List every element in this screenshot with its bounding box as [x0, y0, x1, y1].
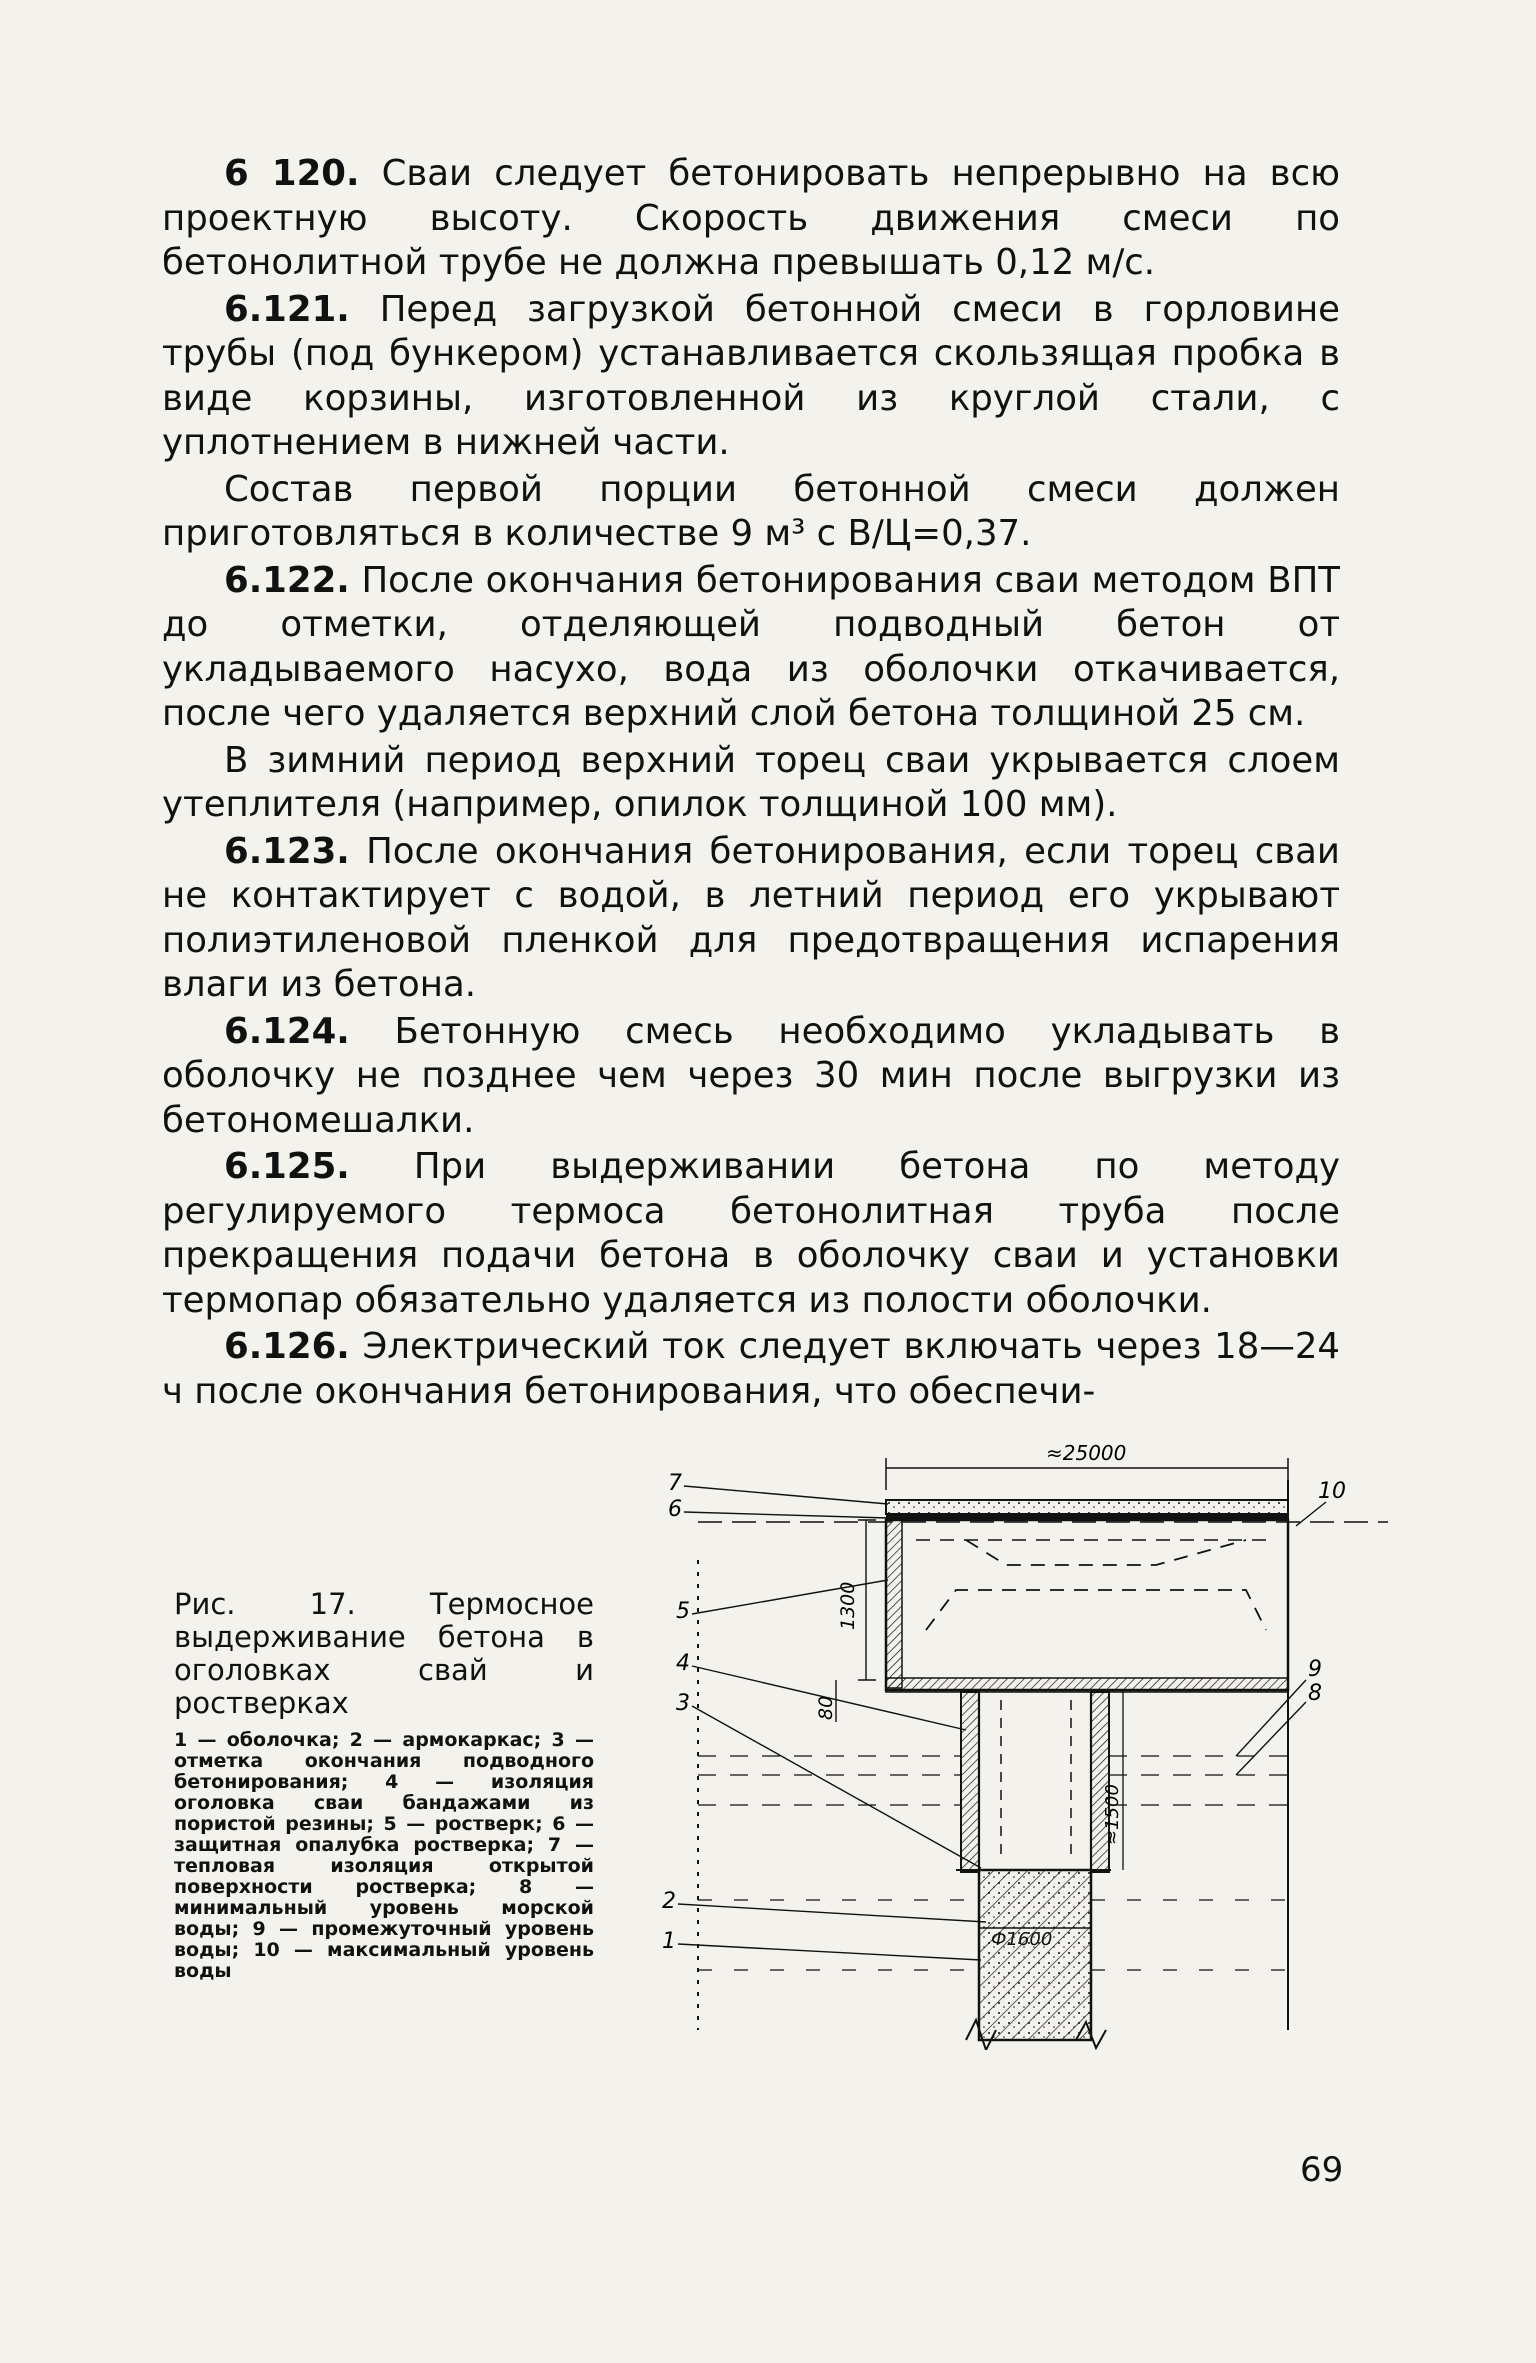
label-4: 4	[676, 1651, 690, 1676]
dim-height-pile: ≈1500	[1102, 1784, 1123, 1845]
dim-height-slab: 80	[815, 1695, 837, 1720]
figure-title: Рис. 17. Термосное выдерживание бетона в оголовках свай и ростверках	[174, 1587, 594, 1720]
paragraph-6-123: 6.123. После окончания бетонирования, если торец сваи не контактирует с водой, в летний период его укрывают полиэтиленовой пленкой для предотвращения испарения влаги из бетона.	[162, 830, 1340, 1005]
dim-height-top: 1300	[837, 1581, 859, 1630]
dim-diameter: Ф1600	[991, 1929, 1053, 1950]
paragraph-6-121: 6.121. Перед загрузкой бетонной смеси в горловине трубы (под бункером) устанавливается скользящая пробка в виде корзины, изготовленной из круглой стали, с уплотнением в нижней части.	[162, 288, 1340, 463]
label-5: 5	[676, 1599, 690, 1624]
paragraph-6-122: 6.122. После окончания бетонирования сваи методом ВПТ до отметки, отделяющей подводный бетон от укладываемого насухо, вода из оболочки откачивается, после чего удаляется верхний слой бетона толщиной 25 см.	[162, 559, 1340, 734]
body-text	[162, 152, 1340, 1416]
page-number: 69	[1300, 2150, 1344, 2190]
label-10: 10	[1318, 1479, 1346, 1504]
label-7: 7	[668, 1471, 682, 1496]
label-9: 9	[1308, 1657, 1322, 1682]
figure-diagram	[636, 1430, 1396, 2050]
label-8: 8	[1308, 1681, 1322, 1706]
pile-head-insulation-left	[961, 1692, 979, 1872]
dim-width: ≈25000	[1046, 1441, 1127, 1465]
pile-shell-hatch	[979, 1870, 1091, 2040]
paragraph-6-124: 6.124. Бетонную смесь необходимо укладывать в оболочку не позднее чем через 30 мин после выгрузки из бетономешалки.	[162, 1010, 1340, 1141]
paragraph-6-125: 6.125. При выдерживании бетона по методу регулируемого термоса бетонолитная труба после прекращения подачи бетона в оболочку сваи и установки термопар обязательно удаляется из полости оболочки.	[162, 1146, 1340, 1321]
thermal-insulation	[886, 1500, 1288, 1514]
paragraph-winter: В зимний период верхний торец сваи укрывается слоем утеплителя (например, опилок толщиной 100 мм).	[162, 739, 1340, 825]
figure-legend: 1 — оболочка; 2 — армокаркас; 3 — отметка окончания подводного бетонирования; 4 — изоляция оголовка сваи бандажами из пористой резины; 5 — ростверк; 6 — защитная опалубка ростверка; 7 — тепловая изоляция открытой поверхности ростверка; 8 — минимальный уровень морской воды; 9 — промежуточный уровень воды; 10 — максимальный уровень воды	[174, 1729, 594, 1982]
paragraph-6-120: 6 120. Сваи следует бетонировать непрерывно на всю проектную высоту. Скорость движения смеси по бетонолитной трубе не должна превышать 0,12 м/с.	[162, 153, 1340, 283]
label-6: 6	[668, 1497, 682, 1522]
label-3: 3	[676, 1691, 690, 1716]
paragraph-first-portion: Состав первой порции бетонной смеси должен приготовляться в количестве 9 м³ с В/Ц=0,37.	[162, 468, 1340, 554]
label-2: 2	[662, 1889, 676, 1914]
figure-caption	[174, 1588, 594, 1982]
paragraph-6-126: 6.126. Электрический ток следует включать через 18—24 ч после окончания бетонирования, что обеспечи-	[162, 1326, 1340, 1412]
label-1: 1	[662, 1929, 676, 1954]
